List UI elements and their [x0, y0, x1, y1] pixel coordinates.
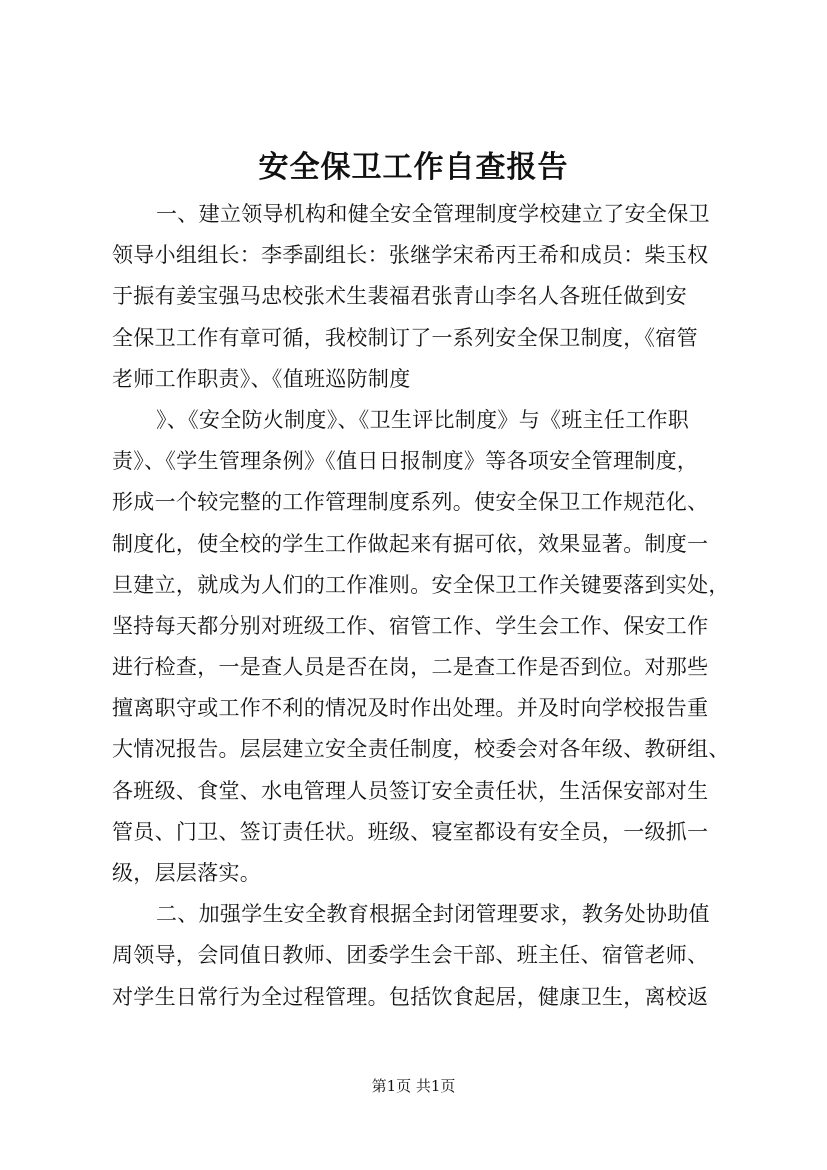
- document-body: [112, 194, 738, 1018]
- page-footer: 第1页 共1页: [371, 1077, 456, 1095]
- paragraph-line: 级，层层落实。: [112, 861, 262, 885]
- document-title: 安全保卫工作自查报告: [258, 150, 569, 185]
- paragraph-line: 二、加强学生安全教育根据全封闭管理要求，教务处协助值: [156, 902, 710, 927]
- paragraph-line: 管员、门卫、签订责任状。班级、寝室都设有安全员，一级抓一: [112, 819, 709, 844]
- paragraph-line: 旦建立，就成为人们的工作准则。安全保卫工作关键要落到实处，: [112, 572, 730, 597]
- paragraph-line: 坚持每天都分别对班级工作、宿管工作、学生会工作、保安工作: [112, 613, 709, 638]
- paragraph-line: 周领导，会同值日教师、团委学生会干部、班主任、宿管老师、: [112, 943, 709, 968]
- paragraph-line: 形成一个较完整的工作管理制度系列。使安全保卫工作规范化、: [112, 490, 709, 515]
- paragraph-line: 各班级、食堂、水电管理人员签订安全责任状，生活保安部对生: [112, 778, 709, 803]
- paragraph-line: 于振有姜宝强马忠校张术生裴福君张青山李名人各班任做到安: [112, 284, 688, 309]
- paragraph-line: 擅离职守或工作不利的情况及时作出处理。并及时向学校报告重: [112, 696, 709, 721]
- paragraph-line: 制度化，使全校的学生工作做起来有据可依，效果显著。制度一: [112, 531, 709, 556]
- paragraph-line: 领导小组组长：李季副组长：张继学宋希丙王希和成员：柴玉权: [112, 243, 709, 268]
- paragraph-line: 老师工作职责》、《值班巡防制度: [112, 366, 411, 391]
- paragraph-line: 》、《安全防火制度》、《卫生评比制度》与《班主任工作职: [156, 407, 690, 432]
- paragraph-line: 大情况报告。层层建立安全责任制度，校委会对各年级、教研组、: [112, 737, 730, 762]
- paragraph-line: 一、建立领导机构和健全安全管理制度学校建立了安全保卫: [156, 202, 710, 226]
- paragraph-line: 对学生日常行为全过程管理。包括饮食起居，健康卫生，离校返: [112, 984, 709, 1009]
- paragraph-line: 责》、《学生管理条例》《值日日报制度》等各项安全管理制度，: [112, 449, 699, 474]
- paragraph-line: 进行检查，一是查人员是否在岗，二是查工作是否到位。对那些: [112, 655, 709, 680]
- paragraph-line: 全保卫工作有章可循，我校制订了一系列安全保卫制度，《宿管: [112, 325, 698, 350]
